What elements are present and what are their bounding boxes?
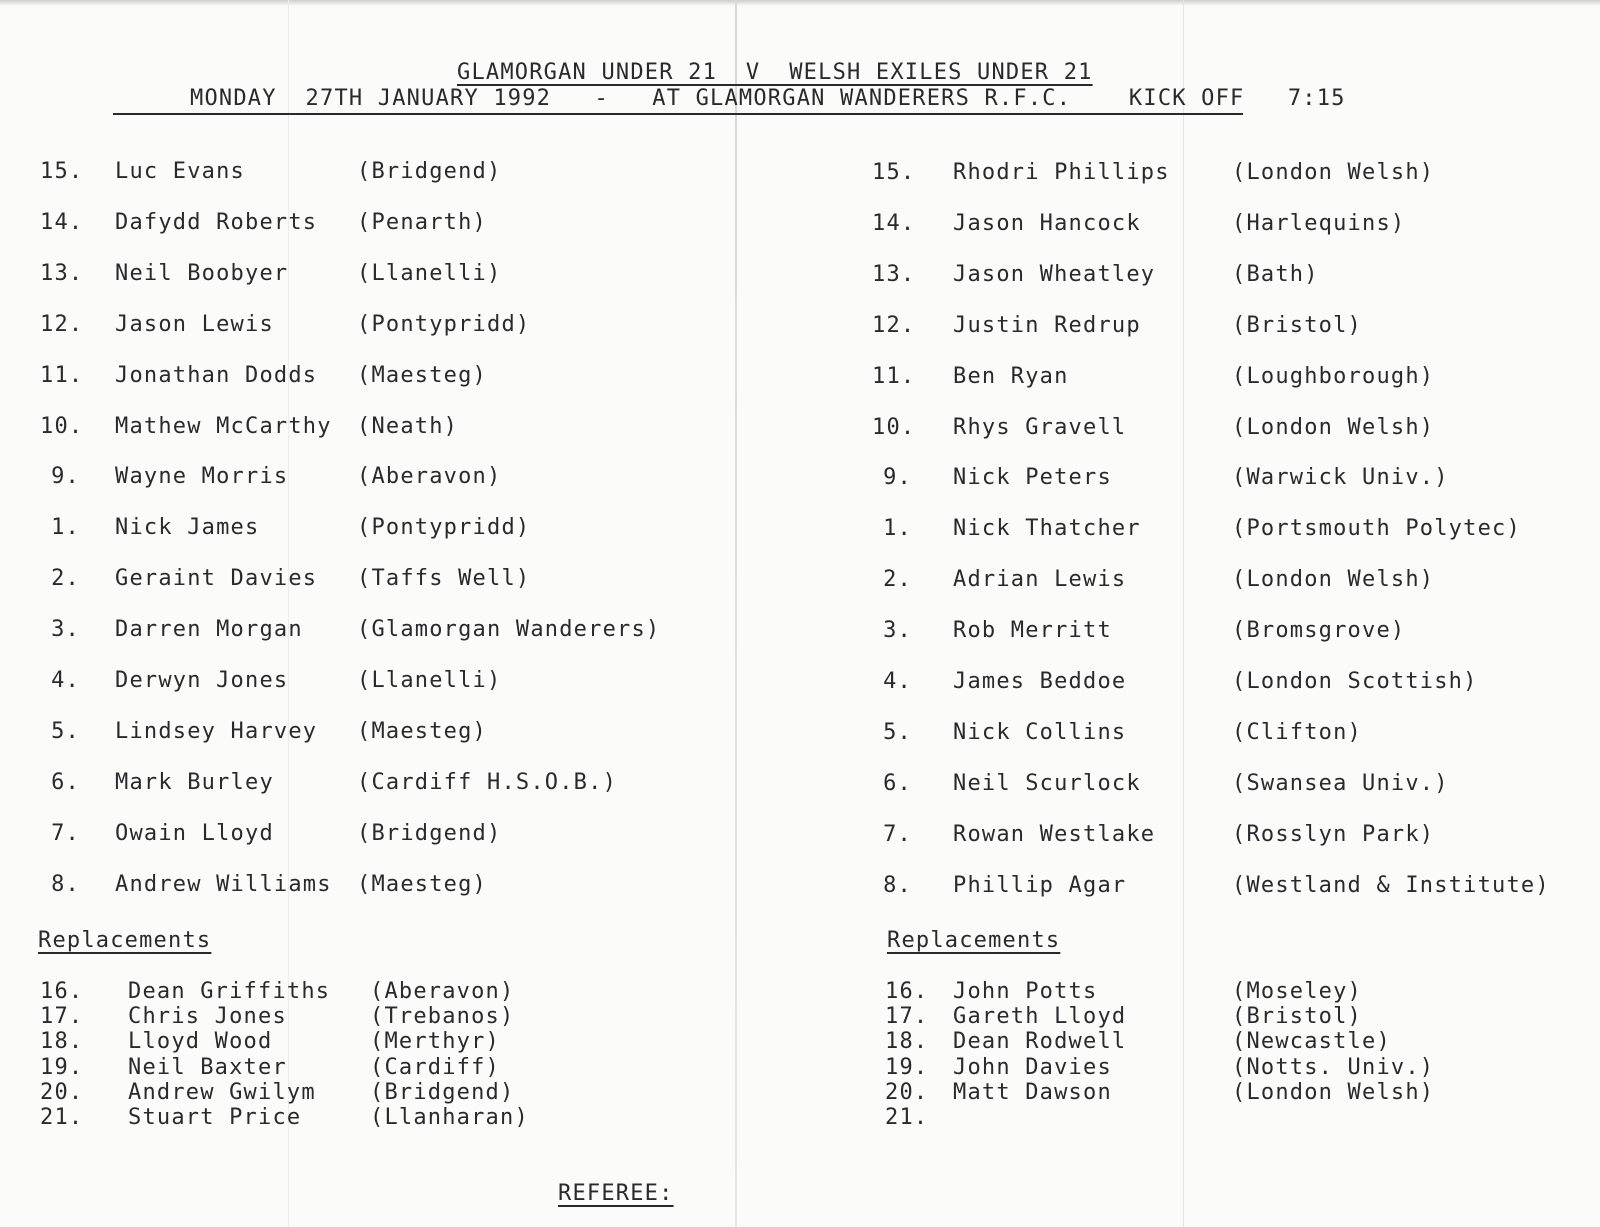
player-club: (Pontypridd) <box>357 311 531 337</box>
player-club: (Maesteg) <box>357 871 488 897</box>
player-club: (London Welsh) <box>1232 414 1435 440</box>
player-name: Nick Collins <box>953 719 1127 745</box>
player-name: Jason Lewis <box>115 311 274 337</box>
replacement-number: 20. <box>40 1079 84 1105</box>
player-name: Jason Hancock <box>953 210 1141 236</box>
player-number: 10. <box>872 414 916 440</box>
player-club: (Swansea Univ.) <box>1232 770 1449 796</box>
replacement-club: (Bridgend) <box>370 1079 515 1105</box>
replacements-heading: Replacements <box>887 928 1061 953</box>
replacement-club: (Notts. Univ.) <box>1232 1054 1435 1080</box>
replacement-number: 21. <box>885 1105 929 1130</box>
player-club: (Warwick Univ.) <box>1232 465 1449 491</box>
player-number: 3. <box>51 617 80 643</box>
player-name: Dafydd Roberts <box>115 209 318 235</box>
player-name: Derwyn Jones <box>115 668 289 693</box>
player-club: (Harlequins) <box>1232 210 1406 236</box>
player-club: (Bridgend) <box>357 159 502 184</box>
player-name: Adrian Lewis <box>953 567 1127 593</box>
player-name: Nick Thatcher <box>953 516 1141 542</box>
player-club: (Pontypridd) <box>357 515 531 541</box>
player-club: (Westland & Institute) <box>1232 872 1550 898</box>
player-number: 5. <box>883 719 912 745</box>
player-number: 7. <box>883 821 912 847</box>
replacement-number: 16. <box>40 979 84 1004</box>
player-name: Mathew McCarthy <box>115 413 332 439</box>
paper-fold-center <box>735 0 737 1227</box>
player-number: 4. <box>883 669 912 694</box>
player-number: 6. <box>51 769 80 795</box>
player-name: Rhys Gravell <box>953 414 1127 440</box>
replacement-name: Neil Baxter <box>128 1054 287 1080</box>
replacement-club: (Cardiff) <box>370 1054 501 1080</box>
player-club: (Rosslyn Park) <box>1232 821 1435 847</box>
replacement-name: Andrew Gwilym <box>128 1079 316 1105</box>
player-number: 13. <box>872 261 916 287</box>
player-number: 14. <box>40 209 84 235</box>
player-number: 3. <box>883 618 912 644</box>
replacement-name: Matt Dawson <box>953 1079 1112 1105</box>
player-name: Mark Burley <box>115 769 274 795</box>
player-name: Rob Merritt <box>953 618 1112 644</box>
player-number: 15. <box>40 159 84 184</box>
player-number: 15. <box>872 160 916 185</box>
player-name: James Beddoe <box>953 669 1127 694</box>
player-club: (Maesteg) <box>357 362 488 388</box>
replacement-number: 17. <box>885 1004 929 1030</box>
player-name: Justin Redrup <box>953 312 1141 338</box>
player-name: Jonathan Dodds <box>115 362 318 388</box>
replacement-club: (Moseley) <box>1232 979 1363 1004</box>
player-number: 4. <box>51 668 80 693</box>
player-name: Andrew Williams <box>115 871 332 897</box>
player-club: (Bromsgrove) <box>1232 618 1406 644</box>
player-name: Luc Evans <box>115 159 246 184</box>
match-details: MONDAY 27TH JANUARY 1992 - AT GLAMORGAN WANDERERS R.F.C. KICK OFF 7:15 <box>190 86 1346 111</box>
player-number: 2. <box>51 566 80 592</box>
paper-edge <box>0 0 1600 6</box>
replacement-number: 18. <box>885 1029 929 1055</box>
player-club: (Penarth) <box>357 209 488 235</box>
player-name: Owain Lloyd <box>115 820 274 846</box>
player-name: Wayne Morris <box>115 464 289 490</box>
header-underline <box>113 113 1243 115</box>
replacement-name: John Potts <box>953 979 1098 1004</box>
player-club: (Portsmouth Polytec) <box>1232 516 1521 542</box>
replacement-club: (Newcastle) <box>1232 1029 1391 1055</box>
replacement-name: Gareth Lloyd <box>953 1004 1127 1030</box>
player-number: 6. <box>883 770 912 796</box>
player-club: (Cardiff H.S.O.B.) <box>357 769 618 795</box>
player-club: (Maesteg) <box>357 718 488 744</box>
paper-fold-right <box>1183 0 1184 1227</box>
player-number: 11. <box>872 363 916 389</box>
player-club: (Aberavon) <box>357 464 502 490</box>
replacement-club: (Merthyr) <box>370 1029 501 1055</box>
player-club: (Loughborough) <box>1232 363 1435 389</box>
player-number: 8. <box>51 871 80 897</box>
player-number: 2. <box>883 567 912 593</box>
player-number: 12. <box>40 311 84 337</box>
paper-fold-left <box>288 0 289 1227</box>
replacement-number: 17. <box>40 1004 84 1030</box>
replacement-name: Dean Rodwell <box>953 1029 1127 1055</box>
player-club: (Neath) <box>357 413 459 439</box>
player-name: Ben Ryan <box>953 363 1069 389</box>
match-title: GLAMORGAN UNDER 21 V WELSH EXILES UNDER 21 <box>457 60 1093 85</box>
replacement-number: 18. <box>40 1029 84 1055</box>
replacement-number: 19. <box>40 1054 84 1080</box>
player-number: 1. <box>51 515 80 541</box>
replacement-number: 19. <box>885 1054 929 1080</box>
player-club: (Llanelli) <box>357 668 502 693</box>
player-number: 7. <box>51 820 80 846</box>
referee-label: REFEREE: <box>558 1181 674 1206</box>
replacement-name: Stuart Price <box>128 1105 302 1130</box>
player-club: (London Scottish) <box>1232 669 1478 694</box>
player-number: 14. <box>872 210 916 236</box>
replacement-number: 21. <box>40 1105 84 1130</box>
replacement-club: (Llanharan) <box>370 1105 529 1130</box>
player-club: (Bristol) <box>1232 312 1363 338</box>
replacement-club: (Aberavon) <box>370 979 515 1004</box>
player-number: 9. <box>51 464 80 490</box>
replacements-heading: Replacements <box>38 928 212 953</box>
player-name: Phillip Agar <box>953 872 1127 898</box>
player-name: Neil Scurlock <box>953 770 1141 796</box>
player-club: (London Welsh) <box>1232 567 1435 593</box>
player-name: Lindsey Harvey <box>115 718 318 744</box>
player-number: 12. <box>872 312 916 338</box>
player-number: 10. <box>40 413 84 439</box>
player-name: Neil Boobyer <box>115 260 289 286</box>
replacement-name: Chris Jones <box>128 1004 287 1030</box>
player-number: 5. <box>51 718 80 744</box>
player-name: Geraint Davies <box>115 566 318 592</box>
replacement-number: 20. <box>885 1079 929 1105</box>
replacement-club: (Bristol) <box>1232 1004 1363 1030</box>
player-name: Nick Peters <box>953 465 1112 491</box>
player-number: 9. <box>883 465 912 491</box>
player-number: 13. <box>40 260 84 286</box>
player-name: Rhodri Phillips <box>953 160 1170 185</box>
player-name: Darren Morgan <box>115 617 303 643</box>
player-number: 11. <box>40 362 84 388</box>
replacement-club: (London Welsh) <box>1232 1079 1435 1105</box>
player-number: 1. <box>883 516 912 542</box>
player-club: (Taffs Well) <box>357 566 531 592</box>
replacement-name: Dean Griffiths <box>128 979 331 1004</box>
player-name: Nick James <box>115 515 260 541</box>
player-number: 8. <box>883 872 912 898</box>
replacement-name: John Davies <box>953 1054 1112 1080</box>
player-club: (Clifton) <box>1232 719 1363 745</box>
replacement-number: 16. <box>885 979 929 1004</box>
player-club: (London Welsh) <box>1232 160 1435 185</box>
player-club: (Glamorgan Wanderers) <box>357 617 661 643</box>
player-club: (Llanelli) <box>357 260 502 286</box>
player-club: (Bridgend) <box>357 820 502 846</box>
player-club: (Bath) <box>1232 261 1319 287</box>
player-name: Rowan Westlake <box>953 821 1156 847</box>
replacement-club: (Trebanos) <box>370 1004 515 1030</box>
player-name: Jason Wheatley <box>953 261 1156 287</box>
replacement-name: Lloyd Wood <box>128 1029 273 1055</box>
